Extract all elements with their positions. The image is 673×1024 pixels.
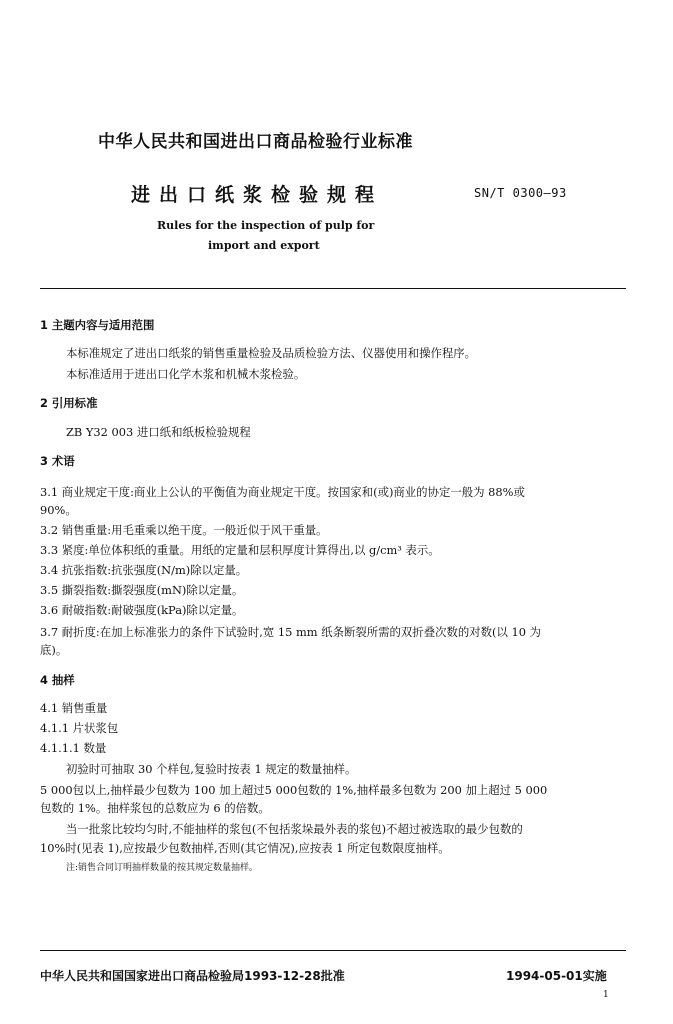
section-3-heading: 3 术语 <box>40 454 75 468</box>
term-3-4: 3.4 抗张指数:抗张强度(N/m)除以定量。 <box>40 563 248 577</box>
sampling-note: 注:销售合同订明抽样数量的按其规定数量抽样。 <box>66 863 259 873</box>
subsection-4-1-1-1: 4.1.1.1 数量 <box>40 741 107 755</box>
document-title: 进出口纸浆检验规程 <box>131 184 384 206</box>
effective-date: 1994-05-01实施 <box>506 969 607 983</box>
sampling-paragraph-3: 当一批浆比较均匀时,不能抽样的浆包(不包括浆垛最外表的浆包)不超过被选取的最少包数的 <box>66 822 523 836</box>
sampling-paragraph-2: 5 000包以上,抽样最少包数为 100 加上超过5 000包数的 1%,抽样最多包数为 200 加上超过 5 000 <box>40 783 548 797</box>
approval-statement: 中华人民共和国国家进出口商品检验局1993-12-28批准 <box>40 969 345 983</box>
standard-number: SN/T 0300—93 <box>474 186 567 200</box>
page-number: 1 <box>603 990 609 1000</box>
sampling-paragraph-1: 初验时可抽取 30 个样包,复验时按表 1 规定的数量抽样。 <box>66 762 357 776</box>
english-title-line-1: Rules for the inspection of pulp for <box>157 219 375 232</box>
term-3-2: 3.2 销售重量:用毛重乘以绝干度。一般近似于风干重量。 <box>40 523 328 537</box>
term-3-6: 3.6 耐破指数:耐破强度(kPa)除以定量。 <box>40 603 244 617</box>
term-3-7-cont: 底)。 <box>40 643 68 657</box>
sampling-paragraph-3-cont: 10%时(见表 1),应按最少包数抽样,否则(其它情况),应按表 1 所定包数限度抽样。 <box>40 841 450 855</box>
subsection-4-1-1: 4.1.1 片状浆包 <box>40 721 119 735</box>
term-3-1: 3.1 商业规定干度:商业上公认的平衡值为商业规定干度。按国家和(或)商业的协定一般为 88%或 <box>40 485 525 499</box>
term-3-1-cont: 90%。 <box>40 503 77 517</box>
issuing-agency: 中华人民共和国进出口商品检验行业标准 <box>98 132 413 152</box>
footer-divider <box>40 950 626 951</box>
sampling-paragraph-2-cont: 包数的 1%。抽样浆包的总数应为 6 的倍数。 <box>40 801 270 815</box>
section-1-paragraph-1: 本标准规定了进出口纸浆的销售重量检验及品质检验方法、仪器使用和操作程序。 <box>66 346 477 360</box>
section-2-heading: 2 引用标准 <box>40 396 98 410</box>
header-divider <box>40 288 626 289</box>
term-3-3: 3.3 紧度:单位体积纸的重量。用纸的定量和层积厚度计算得出,以 g/cm³ 表示。 <box>40 543 440 557</box>
section-1-paragraph-2: 本标准适用于进出口化学木浆和机械木浆检验。 <box>66 367 306 381</box>
subsection-4-1: 4.1 销售重量 <box>40 701 108 715</box>
english-title-line-2: import and export <box>208 239 320 252</box>
section-1-heading: 1 主题内容与适用范围 <box>40 318 155 332</box>
term-3-7: 3.7 耐折度:在加上标准张力的条件下试验时,宽 15 mm 纸条断裂所需的双折叠次数的对数(以 10 为 <box>40 625 542 639</box>
section-4-heading: 4 抽样 <box>40 673 75 687</box>
term-3-5: 3.5 撕裂指数:撕裂强度(mN)除以定量。 <box>40 583 244 597</box>
reference-standard: ZB Y32 003 进口纸和纸板检验规程 <box>66 425 251 439</box>
